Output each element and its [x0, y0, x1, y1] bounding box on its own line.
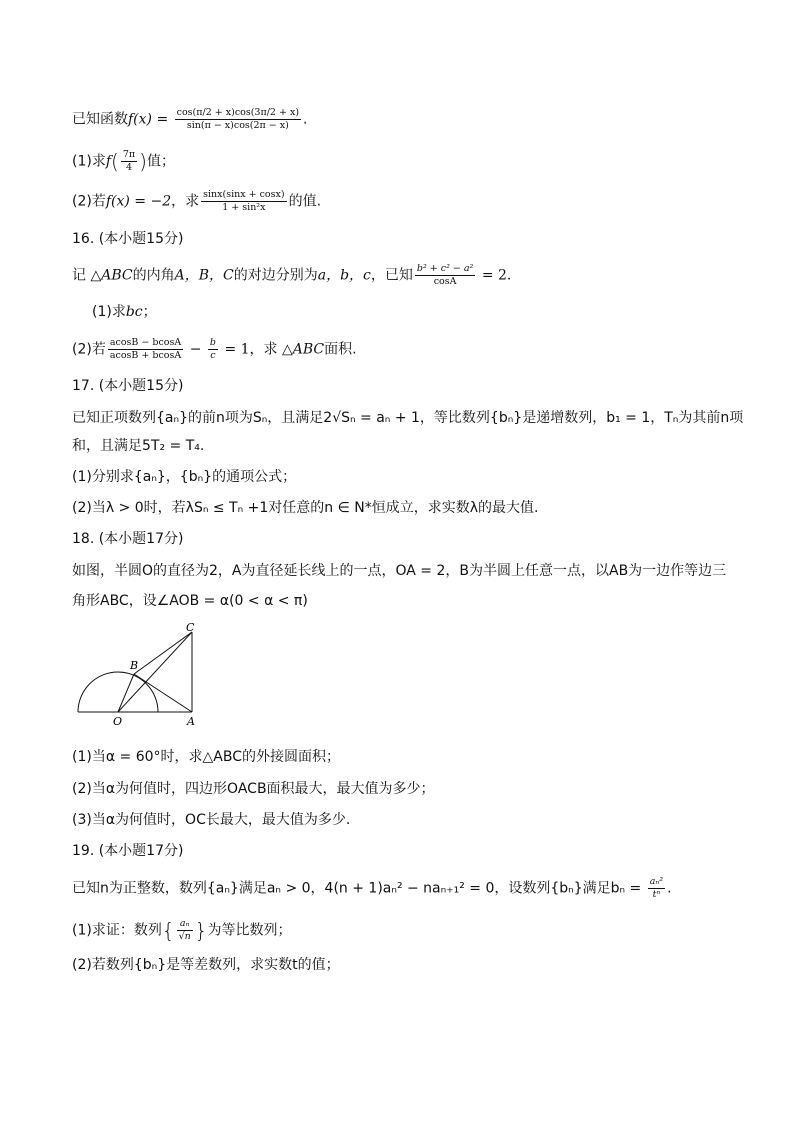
brace: } [194, 918, 208, 943]
q19-stem [72, 876, 672, 901]
denominator: 4 [125, 162, 133, 173]
math: = 1 [220, 341, 250, 358]
segment-oc [118, 632, 192, 712]
text: ，求 [171, 193, 200, 210]
numerator: 7π [122, 149, 136, 160]
q16-header: 16. (本小题15分) [72, 231, 184, 247]
label-b: B [130, 659, 139, 672]
segment-bc [134, 632, 192, 674]
fraction [177, 918, 193, 943]
math: a，b，c [317, 267, 371, 284]
fraction [121, 149, 137, 174]
numerator: aₙ² [649, 876, 664, 887]
q15-part1 [72, 149, 175, 174]
q16-stem [72, 263, 511, 288]
math-condition: f(x) = −2 [105, 193, 172, 210]
denominator: cosA [433, 276, 457, 287]
q19-header: 19. (本小题17分) [72, 843, 184, 859]
text: (1)求证：数列 [72, 922, 162, 939]
q16-part2 [72, 337, 357, 362]
fraction [415, 263, 476, 288]
denominator: tⁿ [652, 889, 661, 900]
numerator: acosB − bcosA [109, 337, 182, 348]
q18-header: 18. (本小题17分) [72, 531, 184, 547]
brace: { [161, 918, 175, 943]
text: 面积. [324, 341, 357, 358]
segment-ob [118, 674, 134, 712]
q18-stem-line1: 如图，半圆O的直径为2，A为直径延长线上的一点，OA = 2，B为半圆上任意一点，以AB为一边作等边三 [72, 563, 727, 579]
math-f: f [105, 153, 112, 170]
denominator: 1 + sin²x [222, 202, 266, 213]
denominator: acosB + bcosA [109, 350, 182, 361]
text: ，已知 [370, 267, 413, 284]
q17-stem-line1: 已知正项数列{aₙ}的前n项为Sₙ，且满足2√Sₙ = aₙ + 1，等比数列{bₙ}是递增数列，b₁ = 1，Tₙ为其前n项 [72, 410, 744, 426]
numerator: b² + c² − a² [416, 263, 474, 274]
q18-part2: (2)当α为何值时，四边形OACB面积最大，最大值为多少； [72, 781, 435, 797]
semicircle-triangle-figure [70, 620, 210, 730]
q17-part1: (1)分别求{aₙ}，{bₙ}的通项公式； [72, 469, 297, 485]
math: bc [125, 304, 143, 320]
text: (1)求 [72, 153, 106, 170]
numerator: sinx(sinx + cosx) [203, 189, 285, 200]
paren: ) [139, 149, 147, 174]
semicircle-arc [78, 672, 158, 712]
q18-stem-line2: 角形ABC，设∠AOB = α(0 < α < π) [72, 593, 308, 609]
fraction [175, 107, 301, 132]
q17-header: 17. (本小题15分) [72, 378, 184, 394]
q17-stem-line2: 和，且满足5T₂ = T₄. [72, 438, 205, 454]
text: ，求 △ [249, 341, 293, 358]
math: ABC [292, 341, 325, 358]
numerator: b [209, 337, 216, 348]
text: (1)求 [92, 304, 126, 320]
math: = 2. [477, 267, 512, 284]
text: 的对边分别为 [233, 267, 318, 284]
fraction [108, 337, 183, 362]
denominator: sin(π − x)cos(2π − x) [186, 120, 289, 131]
math-fx: f(x) = [128, 111, 173, 128]
text: 的值. [288, 193, 322, 210]
text: 值； [146, 153, 175, 170]
text: 的内角 [132, 267, 175, 284]
text: . [667, 880, 672, 897]
label-a: A [187, 715, 195, 728]
fraction [201, 189, 286, 214]
denominator: √n [178, 931, 191, 942]
label-o: O [113, 715, 123, 728]
q19-part2: (2)若数列{bₙ}是等差数列，求实数t的值； [72, 957, 340, 973]
text: 已知函数 [72, 111, 128, 128]
numerator: cos(π/2 + x)cos(3π/2 + x) [176, 107, 300, 118]
label-c: C [186, 621, 195, 634]
function-definition-line [72, 107, 308, 132]
text: (2)若 [72, 193, 106, 210]
q19-part1 [72, 918, 291, 943]
text: ； [142, 304, 157, 320]
numerator: aₙ [177, 918, 193, 931]
q17-part2: (2)当λ > 0时，若λSₙ ≤ Tₙ +1对任意的n ∈ N*恒成立，求实数λ的最大值. [72, 500, 539, 516]
fraction [208, 337, 218, 362]
paren: ( [111, 149, 119, 174]
q18-part3: (3)当α为何值时，OC长最大，最大值为多少. [72, 812, 351, 828]
text: 已知n为正整数，数列{aₙ}满足aₙ > 0，4(n + 1)aₙ² − naₙ₊₁² = 0，设数列{bₙ}满足bₙ = [72, 880, 646, 897]
text: 记 △ [72, 267, 102, 284]
q16-part1 [92, 302, 157, 322]
text: 为等比数列； [207, 922, 292, 939]
denominator: c [210, 350, 216, 361]
math: ABC [101, 267, 133, 284]
text: . [303, 111, 308, 128]
math: A，B，C [174, 267, 234, 284]
math: − [185, 341, 206, 358]
fraction [648, 876, 665, 901]
q15-part2 [72, 189, 321, 214]
q18-part1: (1)当α = 60°时，求△ABC的外接圆面积； [72, 749, 340, 765]
text: (2)若 [72, 341, 106, 358]
segment-ab [134, 674, 192, 712]
